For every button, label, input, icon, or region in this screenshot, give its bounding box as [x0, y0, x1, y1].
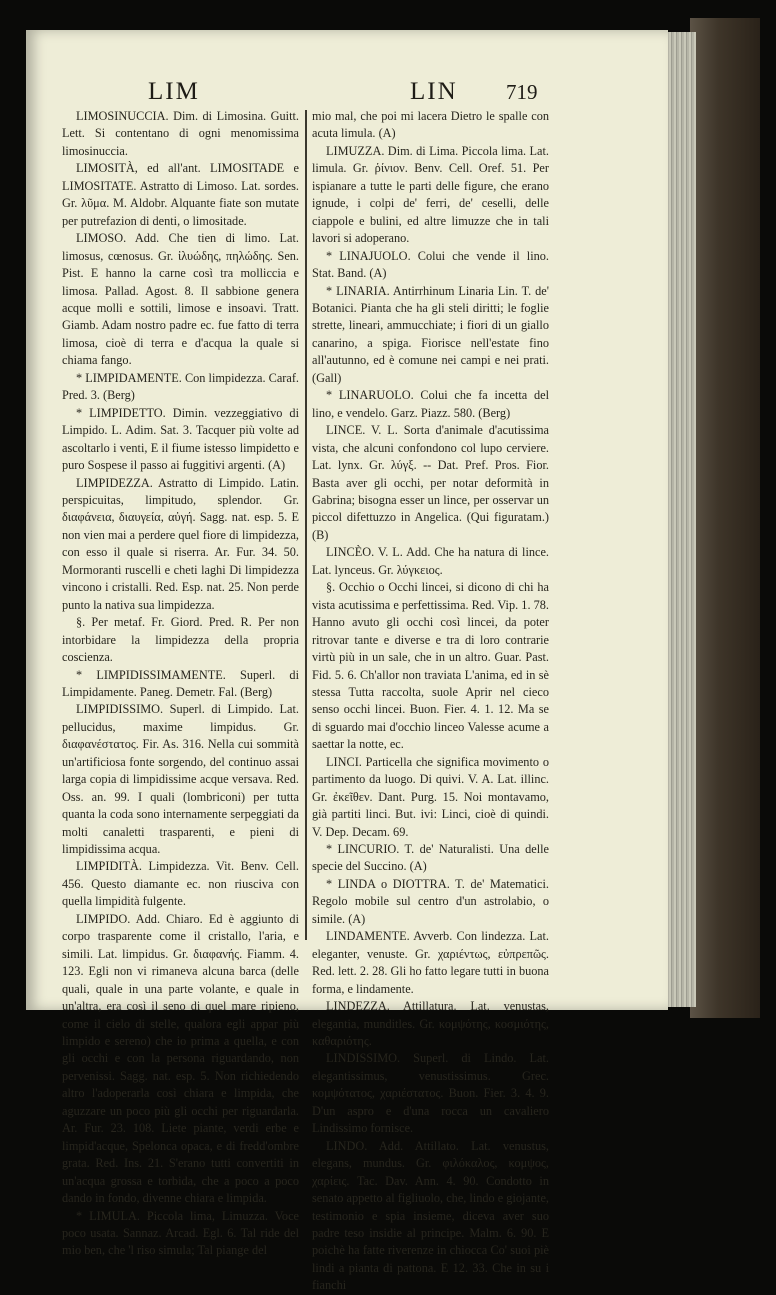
dictionary-entry: LINDEZZA. Attillatura. Lat. venustas, elegantia, munditles. Gr. κομψότης, κοσμιότης, καθαριότης.: [312, 999, 549, 1049]
dictionary-entry: LIMPIDO. Add. Chiaro. Ed è aggiunto di corpo trasparente come il cristallo, l'aria, e simili. Lat. limpidus. Gr. διαφανής. Fiamm. 4. 123. Egli non vi rimaneva alcuna barca (delle quali, quale in una parte volante, e quale in un'altra, era così il seno di quel mare ripieno, come il cielo di stelle, qualora egli appar più limpido e sereno) che io prima a quella, e con gli occhi e con la persona riguardando, non pervenissi. Sagg. nat. esp. 5. Non richiedendo altro l'adoperarla così chiara e limpida, che aguzzare un poco più gli occhi per riguardarla. Ar. Fur. 23. 108. Liete piante, verdi erbe e limpid'acque, Spelonca opaca, e di fredd'ombre grata. Red. Ins. 21. S'erano tutti convertiti in un'acqua grossa e torbida, che a poco a poco dando in fondo, divenne chiara e limpida.: [62, 911, 299, 1206]
dictionary-entry: LINDO. Add. Attillato. Lat. venustus, elegans, mundus. Gr. φιλόκαλος, κομψος, χαρίεις. Tac. Dav. Ann. 4. 90. Condotto in senato appetto al figliuolo, che, lindo e giojante, testimonio e spia insieme, diceva aver suo padre teso insidie al principe. Malm. 6. 90. E poichè ha fatte riverenze in chiocca Co' suoi piè lindi a pianta di pattona. E 12. 33. Che in su i fianchi: [312, 1138, 549, 1293]
page-edges: [664, 32, 696, 1007]
dictionary-entry: LINCÈO. V. L. Add. Che ha natura di lince. Lat. lynceus. Gr. λύγκειος.: [312, 545, 549, 577]
dictionary-entry: * LIMPIDISSIMAMENTE. Superl. di Limpidamente. Paneg. Demetr. Fal. (Berg): [62, 667, 299, 699]
column-divider: [305, 110, 307, 940]
dictionary-entry: * LINARIA. Antirrhinum Linaria Lin. T. de' Botanici. Pianta che ha gli steli diritti; le foglie strette, lineari, ammucchiate; i fiori di un giallo canarino, a spiga. Fiorisce nell'estate fino all'autunno, ed è comune nei campi e nei prati. (Gall): [312, 283, 549, 385]
dictionary-entry: * LINDA o DIOTTRA. T. de' Matematici. Regolo mobile sul centro d'un astrolabio, o simile. (A): [312, 876, 549, 926]
book-binding: [690, 18, 760, 1018]
dictionary-entry: LINDAMENTE. Avverb. Con lindezza. Lat. eleganter, venuste. Gr. χαριέντως, εὐπρεπῶς. Red. lett. 2. 28. Gli ho fatto legare tutti in buona forma, e lindamente.: [312, 929, 550, 996]
dictionary-entry: * LINARUOLO. Colui che fa incetta del lino, e vendelo. Garz. Piazz. 580. (Berg): [312, 388, 549, 420]
dictionary-entry: * LINCURIO. T. de' Naturalisti. Una delle specie del Succino. (A): [312, 842, 549, 874]
dictionary-entry: §. Per metaf. Fr. Giord. Pred. R. Per non intorbidare la limpidezza della propria coscienza.: [62, 615, 299, 665]
dictionary-entry: LINCE. V. L. Sorta d'animale d'acutissima vista, che alcuni confondono col lupo cerviere. Lat. lynx. Gr. λύγξ. -- Dat. Pref. Pros. Fior. Basta aver gli occhi, per notar deformità in Gabrina; bisogna esser un lince, per osservar un piccol difettuzzo in Angelica. (Qui figuratam.) (B): [312, 423, 549, 542]
right-column: [312, 108, 549, 1295]
dictionary-entry: * LIMPIDAMENTE. Con limpidezza. Caraf. Pred. 3. (Berg): [62, 370, 300, 403]
dictionary-entry: LIMOSO. Add. Che tien di limo. Lat. limosus, cœnosus. Gr. ἰλυώδης, πηλώδης. Sen. Pist. E hanno la carne così tra molliccia e limosa. Pallad. Agost. 8. Il sabbione genera acque molli e sottili, limose e insoavi. Tratt. Giamb. Adam nostro padre ec. fue fatto di terra limosa, cioè di terra e d'acqua la quale si chiama fango.: [62, 231, 299, 368]
dictionary-entry: * LINAJUOLO. Colui che vende il lino. Stat. Band. (A): [312, 248, 549, 281]
dictionary-entry: LIMPIDISSIMO. Superl. di Limpido. Lat. pellucidus, maxime limpidus. Gr. διαφανέστατος. Fir. As. 316. Nella cui sommità un'artificiosa fonte sorgendo, del continuo assai larga copia di limpidissime acque versava. Red. Oss. an. 99. I quali (lombriconi) per tutta quanta la coda sono internamente serpeggiati da molti canaletti trasparenti, e pieni di limpidissima acqua.: [62, 702, 299, 857]
page-number: 719: [506, 80, 538, 104]
dictionary-entry: §. Occhio o Occhi lincei, si dicono di chi ha vista acutissima e perfettissima. Red. Vip. 1. 78. Hanno avuto gli occhi così lincei, da poter ritrovar tante e diverse e tra di loro contrarie virtù più in un sale, che in un altro. Guar. Past. Fid. 5. 6. Ch'allor non traviata L'anima, ed in sè stessa Tutta raccolta, suole Aprir nel cieco senso occhi lincei. Buon. Fier. 4. 1. 12. Ma se di sguardo mai d'occhio linceo Valesse acume a saettar la notte, ec.: [312, 580, 549, 752]
dictionary-entry: mio mal, che poi mi lacera Dietro le spalle con acuta limula. (A): [312, 109, 549, 141]
running-head-right: LIN: [410, 78, 458, 105]
dictionary-entry: LIMUZZA. Dim. di Lima. Piccola lima. Lat. limula. Gr. ῥίνιον. Benv. Cell. Oref. 51. Per ispianare a tutte le parti delle figure, che erano ignude, i colpi de' ferri, de' ceselli, delle ciappole e bulini, ed altre limuzze che in tali lavori si adoperano.: [312, 143, 549, 246]
dictionary-entry: * LIMPIDETTO. Dimin. vezzeggiativo di Limpido. L. Adim. Sat. 3. Tacquer più volte ad ascoltarlo i venti, E il fiume istesso limpidetto e puro Sospese il passo ai fuggitivi argenti. (A): [62, 405, 299, 473]
dictionary-entry: LINCI. Particella che significa movimento o partimento da luogo. Di quivi. V. A. Lat. illinc. Gr. ἐκεῖθεν. Dant. Purg. 15. Noi montavamo, già partiti linci. But. ivi: Linci, cioè di quindi. V. Dep. Decam. 69.: [312, 754, 549, 839]
left-column: [62, 108, 299, 1260]
dictionary-entry: LIMPIDEZZA. Astratto di Limpido. Latin. perspicuitas, limpitudo, splendor. Gr. διαφάνεια, διαυγεία, αὐγή. Sagg. nat. esp. 5. E non vien mai a perdere quel fiore di limpidezza, con esso il quale si riserra. Ar. Fur. 34. 50. Mormoranti ruscelli e cheti laghi Di limpidezza vincono i cristalli. Red. Esp. nat. 25. Non perde punto la nativa sua limpidezza.: [62, 475, 299, 612]
dictionary-entry: LIMOSITÀ, ed all'ant. LIMOSITADE e LIMOSITATE. Astratto di Limoso. Lat. sordes. Gr. λῦμα. M. Aldobr. Alquante fiate son mutate per putrefazion di denti, o limositade.: [62, 161, 299, 228]
dictionary-entry: LINDISSIMO. Superl. di Lindo. Lat. elegantissimus, venustissimus. Grec. κομψότατος, χαριέστατος. Buon. Fier. 3. 4. 9. D'un aspro e d'una rocca un cavaliero Lindissimo fornisce.: [312, 1051, 549, 1136]
dictionary-entry: LIMPIDITÀ. Limpidezza. Vit. Benv. Cell. 456. Questo diamante ec. non riusciva con quella limpidità fulgente.: [62, 859, 299, 909]
dictionary-entry: LIMOSINUCCIA. Dim. di Limosina. Guitt. Lett. Si contentano di ogni menomissima limosinuccia.: [62, 109, 299, 158]
running-head-left: LIM: [148, 78, 200, 105]
dictionary-entry: * LIMULA. Piccola lima, Limuzza. Voce poco usata. Sannaz. Arcad. Egl. 6. Tal ride del mio ben, che 'l riso simula; Tal piange del: [62, 1208, 299, 1258]
